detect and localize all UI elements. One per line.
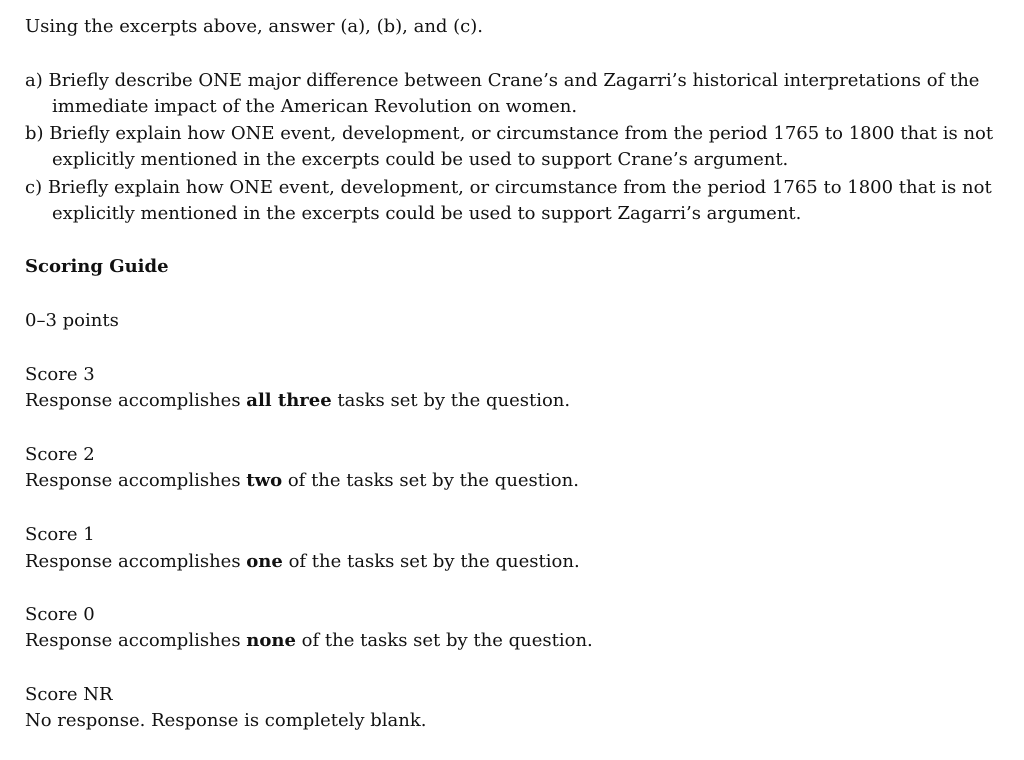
score-0-label: Score 0 [25, 604, 95, 625]
question-a-line-2: immediate impact of the American Revolution on women. [52, 96, 578, 117]
scoring-guide-heading: Scoring Guide [25, 256, 169, 277]
score-3-text-bold: all three [246, 390, 332, 411]
score-0-description [25, 628, 593, 654]
score-1-text-pre: Response accomplishes [25, 551, 247, 572]
score-2-text-post: of the tasks set by the question. [282, 470, 579, 491]
score-0-text-post: of the tasks set by the question. [295, 630, 593, 651]
intro-text: Using the excerpts above, answer (a), (b), and (c). [25, 16, 484, 37]
question-c-line-2: explicitly mentioned in the excerpts could be used to support Zagarri’s argument. [52, 203, 802, 224]
question-b-line-2: explicitly mentioned in the excerpts could be used to support Crane’s argument. [52, 149, 789, 170]
score-3-label: Score 3 [25, 364, 95, 385]
score-1-description [25, 549, 580, 575]
score-3-description [25, 388, 570, 414]
score-nr-label: Score NR [25, 684, 113, 705]
score-0-text-pre: Response accomplishes [25, 630, 247, 651]
question-a-line-1: a) Briefly describe ONE major difference between Crane’s and Zagarri’s historical interpretations of the [25, 70, 980, 91]
score-3-text-post: tasks set by the question. [331, 390, 571, 411]
question-c-line-1: c) Briefly explain how ONE event, development, or circumstance from the period 1765 to 1800 that is not [25, 177, 992, 198]
question-b-line-1: b) Briefly explain how ONE event, development, or circumstance from the period 1765 to 1800 that is not [25, 123, 994, 144]
score-2-label: Score 2 [25, 444, 95, 465]
score-2-description [25, 468, 579, 494]
score-2-text-pre: Response accomplishes [25, 470, 247, 491]
score-3-text-pre: Response accomplishes [25, 390, 247, 411]
score-2-text-bold: two [246, 470, 283, 491]
score-0-text-bold: none [246, 630, 296, 651]
score-nr-description: No response. Response is completely blank. [25, 710, 427, 731]
score-1-label: Score 1 [25, 524, 95, 545]
score-1-text-bold: one [246, 551, 283, 572]
points-range: 0–3 points [25, 310, 119, 331]
score-1-text-post: of the tasks set by the question. [282, 551, 580, 572]
